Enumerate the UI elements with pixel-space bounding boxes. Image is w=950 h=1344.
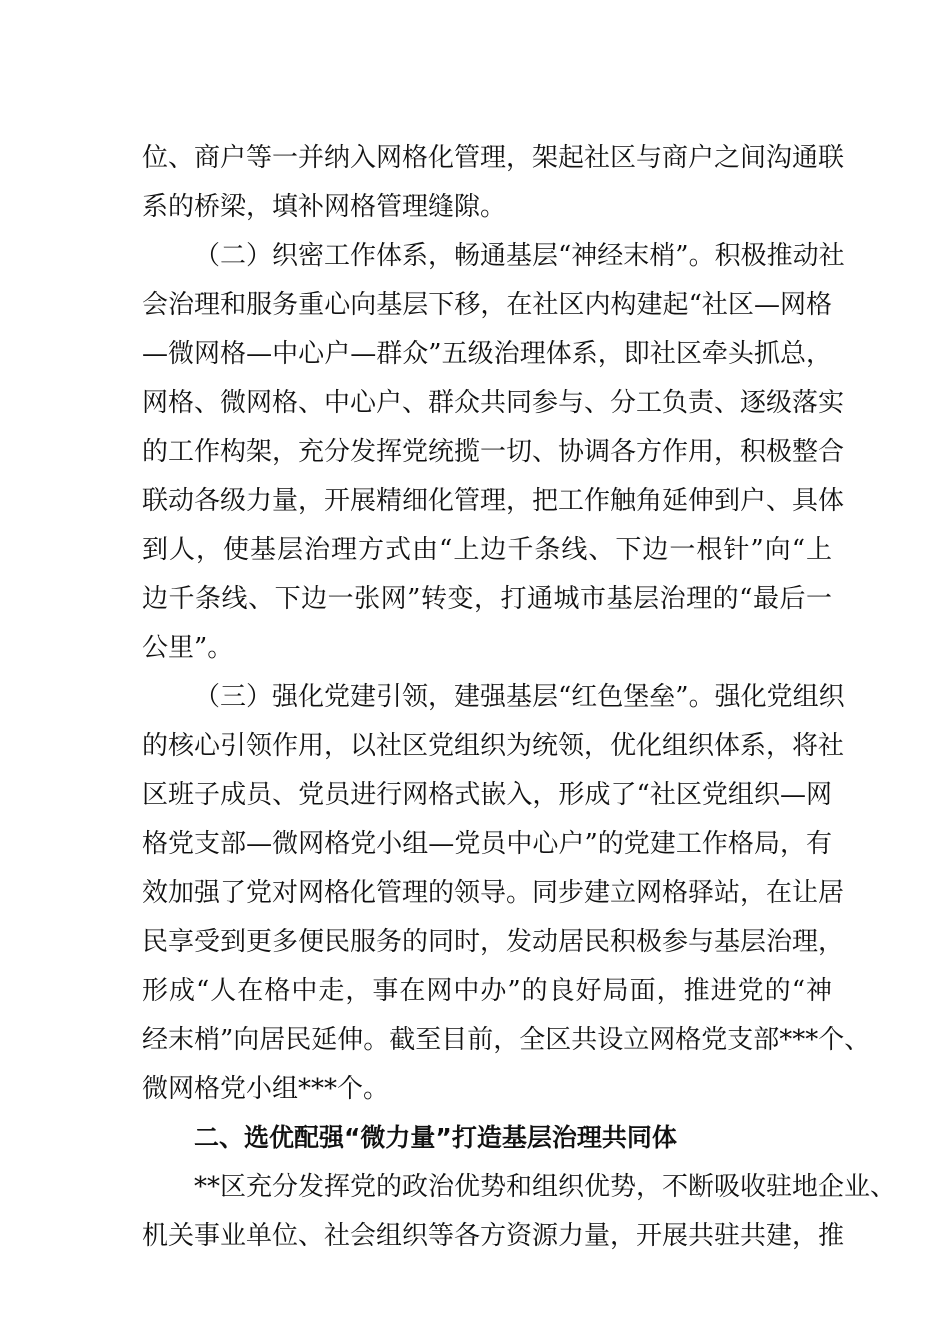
text-line: 经末梢”向居民延伸。截至目前，全区共设立网格党支部***个、 <box>142 1025 871 1055</box>
text-line: 联动各级力量，开展精细化管理，把工作触角延伸到户、具体 <box>142 486 845 516</box>
text-line: 公里”。 <box>142 633 234 663</box>
text-line: 的工作构架，充分发挥党统揽一切、协调各方作用，积极整合 <box>142 437 845 467</box>
text-line: 民享受到更多便民服务的同时，发动居民积极参与基层治理， <box>142 927 845 957</box>
text-line: 位、商户等一并纳入网格化管理，架起社区与商户之间沟通联 <box>142 143 845 173</box>
text-line: 的核心引领作用，以社区党组织为统领，优化组织体系，将社 <box>142 731 845 761</box>
text-line: 格党支部—微网格党小组—党员中心户”的党建工作格局，有 <box>142 829 832 859</box>
text-line: 边千条线、下边一张网”转变，打通城市基层治理的“最后一 <box>142 584 832 614</box>
text-line: **区充分发挥党的政治优势和组织优势，不断吸收驻地企业、 <box>194 1172 897 1202</box>
text-line: 区班子成员、党员进行网格式嵌入，形成了“社区党组织—网 <box>142 780 832 810</box>
section-lead-line: （三）强化党建引领，建强基层“红色堡垒”。强化党组织 <box>194 682 845 712</box>
text-line: 会治理和服务重心向基层下移，在社区内构建起“社区—网格 <box>142 290 832 320</box>
text-line: —微网格—中心户—群众”五级治理体系，即社区牵头抓总， <box>142 339 832 369</box>
text-line: 微网格党小组***个。 <box>142 1074 390 1104</box>
section-lead-line: （二）织密工作体系，畅通基层“神经末梢”。积极推动社 <box>194 241 845 271</box>
text-line: 形成“人在格中走，事在网中办”的良好局面，推进党的“神 <box>142 976 832 1006</box>
text-line: 效加强了党对网格化管理的领导。同步建立网格驿站，在让居 <box>142 878 845 908</box>
text-line: 系的桥梁，填补网格管理缝隙。 <box>142 192 507 222</box>
section-heading: 二、选优配强“微力量”打造基层治理共同体 <box>194 1123 677 1152</box>
text-line: 到人，使基层治理方式由“上边千条线、下边一根针”向“上 <box>142 535 832 565</box>
text-line: 机关事业单位、社会组织等各方资源力量，开展共驻共建，推 <box>142 1221 845 1251</box>
text-line: 网格、微网格、中心户、群众共同参与、分工负责、逐级落实 <box>142 388 845 418</box>
